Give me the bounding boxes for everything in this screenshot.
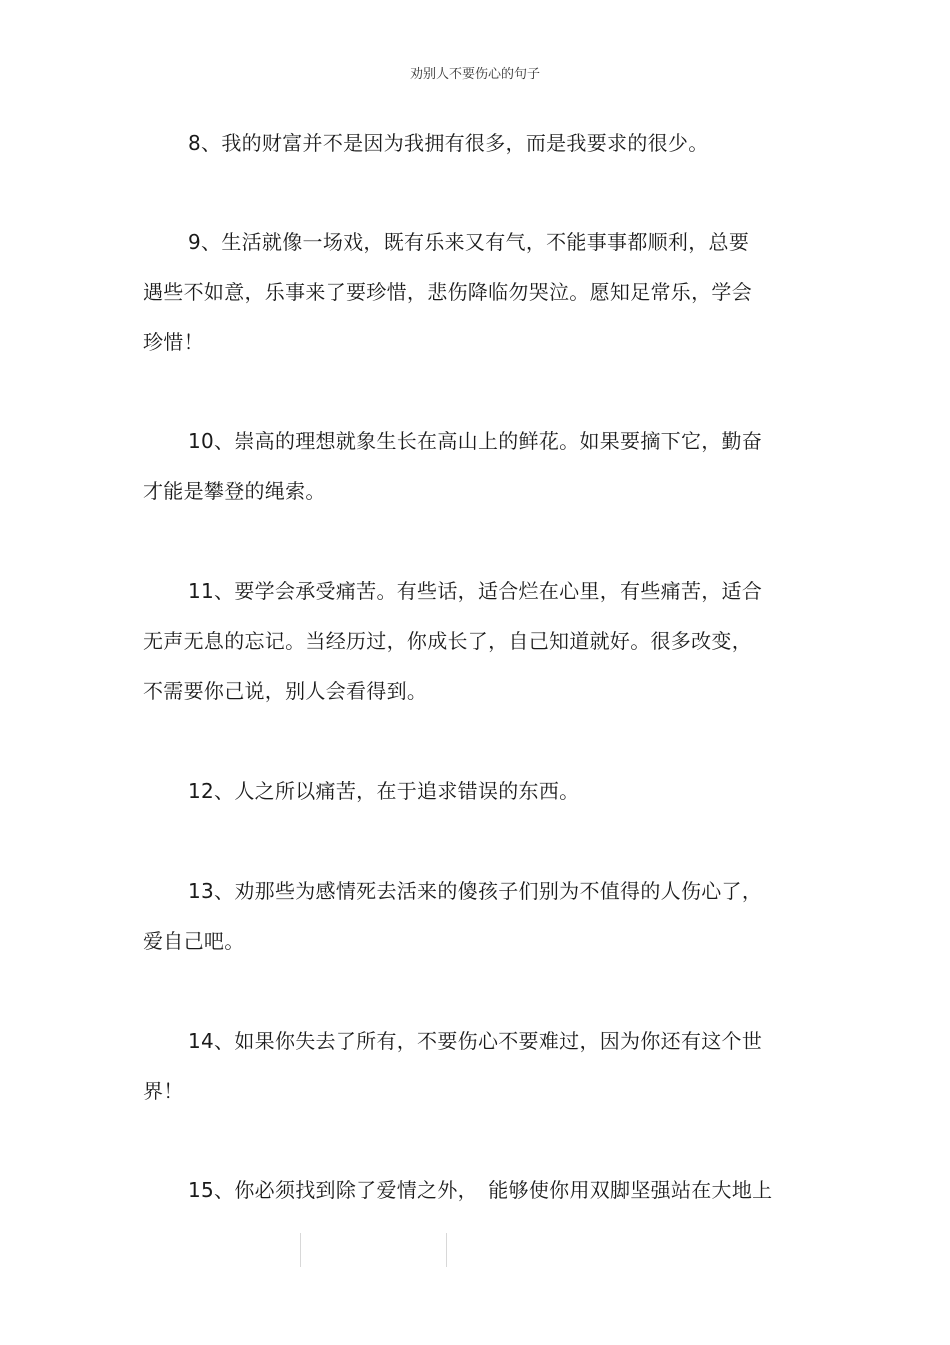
text-line: 13、劝那些为感情死去活来的傻孩子们别为不值得的人伤心了， [188,879,763,903]
paragraph-11 [143,566,793,716]
paragraph-13 [143,866,793,966]
text-line: 才能是攀登的绳索。 [143,479,326,503]
text-line: 不需要你己说，别人会看得到。 [143,679,428,703]
text-line: 珍惜！ [143,330,204,354]
paragraph-8 [143,118,793,168]
text-line: 爱自己吧。 [143,929,245,953]
text-line: 遇些不如意，乐事来了要珍惜，悲伤降临勿哭泣。愿知足常乐，学会 [143,280,752,304]
text-line: 9、生活就像一场戏，既有乐来又有气，不能事事都顺利，总要 [188,230,750,254]
text-line: 界！ [143,1079,184,1103]
text-line: 8、我的财富并不是因为我拥有很多，而是我要求的很少。 [188,131,709,155]
text-line: 无声无息的忘记。当经历过，你成长了，自己知道就好。很多改变， [143,629,752,653]
paragraph-9 [143,217,793,367]
text-line: 11、要学会承受痛苦。有些话，适合烂在心里，有些痛苦，适合 [188,579,763,603]
paragraph-12 [143,766,793,816]
divider-line-right [446,1233,447,1267]
text-line: 14、如果你失去了所有，不要伤心不要难过，因为你还有这个世 [188,1029,763,1053]
divider-line-left [300,1233,301,1267]
text-line: 15、你必须找到除了爱情之外， 能够使你用双脚坚强站在大地上 [188,1178,773,1202]
text-line: 12、人之所以痛苦，在于追求错误的东西。 [188,779,580,803]
page-header-title: 劝别人不要伤心的句子 [409,67,540,82]
paragraph-15 [143,1165,803,1215]
paragraph-10 [143,416,793,516]
text-line: 10、崇高的理想就象生长在高山上的鲜花。如果要摘下它，勤奋 [188,429,763,453]
paragraph-14 [143,1016,793,1116]
